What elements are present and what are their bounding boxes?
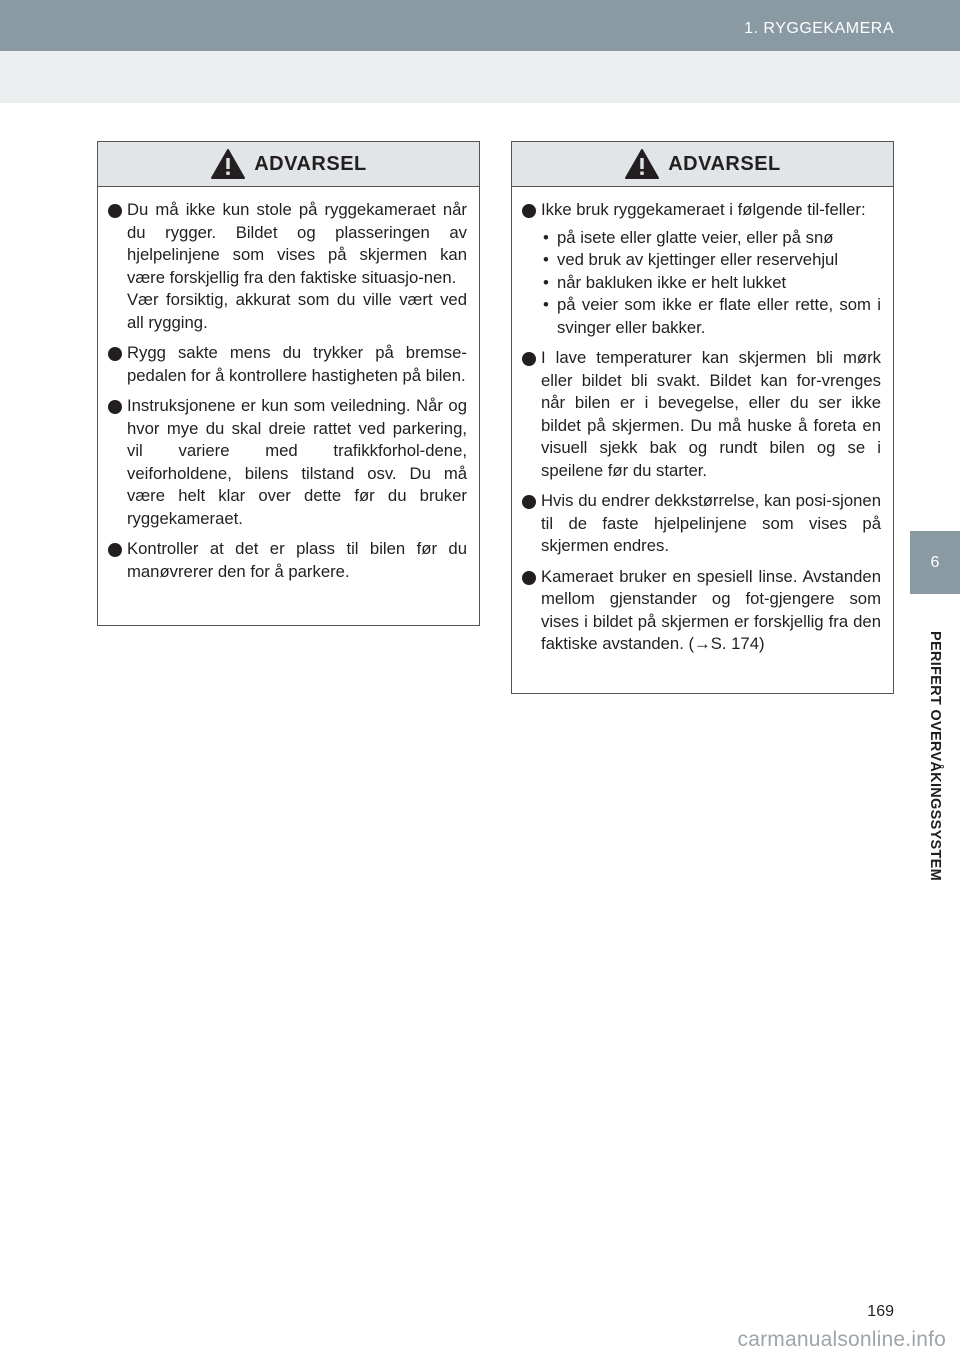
warning-body (98, 187, 479, 583)
list-item (106, 199, 467, 334)
warning-triangle-icon (624, 148, 660, 180)
item-text-extra: Vær forsiktig, akkurat som du ville vært ved all rygging. (127, 290, 467, 332)
bullet-icon (108, 347, 122, 361)
list-item (520, 199, 881, 339)
warning-title: ADVARSEL (668, 152, 781, 175)
section-title: 1. RYGGEKAMERA (744, 20, 894, 37)
item-text: Hvis du endrer dekkstørrelse, kan posi-sjonen til de faste hjelpelinjene som vises på skjermen endres. (541, 491, 881, 555)
list-item (106, 395, 467, 530)
warning-box-right (511, 141, 894, 694)
sub-list-item: • på isete eller glatte veier, eller på snø (543, 227, 834, 247)
sub-list-item: • ved bruk av kjettinger eller reservehjul (543, 250, 839, 269)
list-item (520, 347, 881, 482)
bullet-icon (522, 204, 536, 218)
item-text: Du må ikke kun stole på ryggekameraet når du rygger. Bildet og plasseringen av hjelpelinjene som vises på skjermen kan være forskjellig fra den faktiske situasjo-nen. (127, 200, 467, 287)
sub-list-item: • når bakluken ikke er helt lukket (543, 272, 787, 292)
chapter-tab (910, 531, 960, 594)
item-text: Instruksjonene er kun som veiledning. Når og hvor mye du skal dreie rattet ved parkering, vil variere med trafikkforhol-dene, veiforholdene, bilens tilstand osv. Du må være helt klar over dette før du bruker ryggekameraet. (127, 396, 467, 528)
sub-list (541, 227, 881, 340)
bullet-icon (108, 400, 122, 414)
warning-title: ADVARSEL (254, 152, 367, 175)
item-text: Ikke bruk ryggekameraet i følgende til-feller: (541, 200, 866, 219)
warning-header (98, 142, 479, 187)
item-text: Kontroller at det er plass til bilen før du manøvrerer den for å parkere. (127, 539, 467, 581)
page-number: 169 (867, 1303, 894, 1320)
list-item (520, 566, 881, 656)
warning-body (512, 187, 893, 656)
item-text: Rygg sakte mens du trykker på bremse-pedalen for å kontrollere hastigheten på bilen. (127, 343, 467, 385)
chapter-number: 6 (930, 553, 940, 571)
watermark: carmanualsonline.info (737, 1328, 946, 1351)
warning-header (512, 142, 893, 187)
bullet-icon (522, 495, 536, 509)
chapter-label: PERIFERT OVERVÅKINGSSYSTEM (927, 630, 943, 882)
bullet-icon (522, 571, 536, 585)
sub-list-item: • på veier som ikke er flate eller rette, som i svinger eller bakker. (543, 295, 881, 337)
list-item (106, 342, 467, 387)
bullet-icon (108, 543, 122, 557)
list-item (520, 490, 881, 558)
warning-box-left (97, 141, 480, 626)
warning-triangle-icon (210, 148, 246, 180)
item-text: I lave temperaturer kan skjermen bli mørk eller bildet bli svakt. Bildet kan for-vrenges når bilen er i bevegelse, eller du ser ikke bildet på skjermen. Du må huske å foreta en visuell sjekk bak og rundt bilen og se i speilene før du starter. (541, 348, 881, 480)
bullet-icon (108, 204, 122, 218)
item-text: Kameraet bruker en spesiell linse. Avstanden mellom gjenstander og fot-gjengere som vises i bildet på skjermen er forskjellig fra den faktiske avstanden. (→S. 174) (541, 566, 881, 653)
bullet-icon (522, 352, 536, 366)
list-item (106, 538, 467, 583)
